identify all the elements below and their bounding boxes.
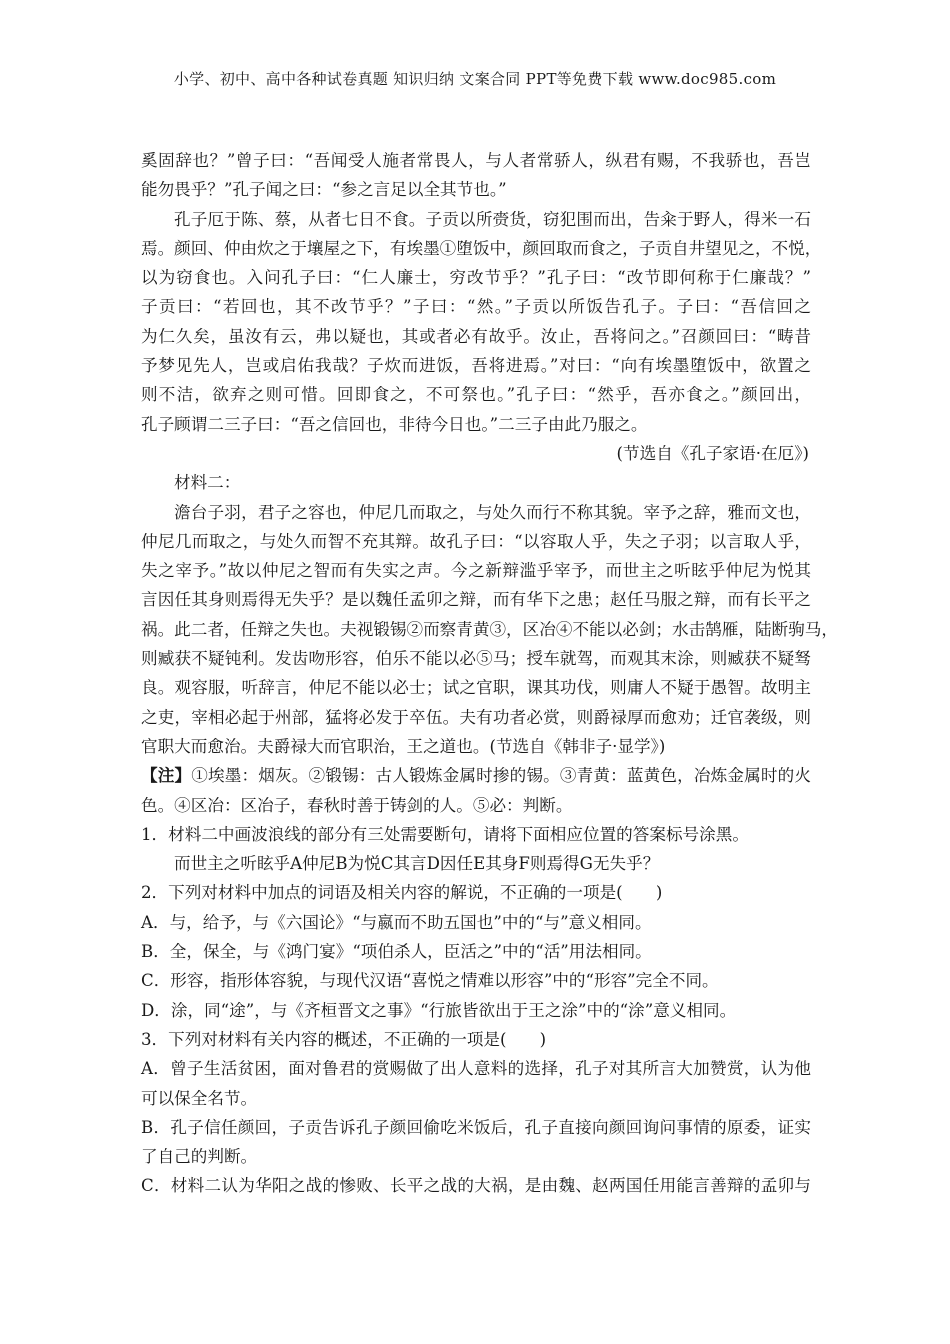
text-line: 良。观容服，听辞言，仲尼不能以必士；试之官职，课其功伐，则庸人不疑于愚智。故明主 bbox=[141, 678, 811, 698]
notes-label: 【注】 bbox=[141, 765, 192, 786]
question-3-stem: 3．下列对材料有关内容的概述，不正确的一项是( ) bbox=[141, 1029, 547, 1049]
text-line: 孔子顾谓二三子曰：“吾之信回也，非待今日也。”二三子由此乃服之。 bbox=[141, 414, 648, 434]
question-3-option-a: A．曾子生活贫困，面对鲁君的赏赐做了出人意料的选择，孔子对其所言大加赞赏，认为他 bbox=[141, 1059, 811, 1079]
text-line: 能勿畏乎？”孔子闻之曰：“参之言足以全其节也。” bbox=[141, 180, 507, 200]
text-line: 焉。颜回、仲由炊之于壤屋之下，有埃墨①堕饭中，颜回取而食之，子贡自井望见之，不悦， bbox=[141, 238, 822, 258]
question-2-option-d: D．涂，同“途”，与《齐桓晋文之事》“行旅皆欲出于王之涂”中的“涂”意义相同。 bbox=[141, 1000, 737, 1020]
text-line: 官职大而愈治。夫爵禄大而官职治，王之道也。(节选自《韩非子·显学》) bbox=[141, 736, 666, 756]
section-title: 材料二： bbox=[174, 473, 241, 493]
text-line: 则不洁，欲弃之则可惜。回即食之，不可祭也。”孔子曰：“然乎，吾亦食之。”颜回出， bbox=[141, 385, 811, 405]
text-line: 孔子厄于陈、蔡，从者七日不食。子贡以所赍货，窃犯围而出，告籴于野人，得米一石 bbox=[174, 209, 811, 229]
document-body bbox=[141, 146, 838, 1201]
question-2-option-c: C．形容，指形体容貌，与现代汉语“喜悦之情难以形容”中的“形容”完全不同。 bbox=[141, 971, 719, 991]
text-line: 以为窃食也。入问孔子曰：“仁人廉士，穷改节乎？”孔子曰：“改节即何称于仁廉哉？” bbox=[141, 268, 811, 288]
question-1-sentence: 而世主之听眩乎A仲尼B为悦C其言D因任E其身F则焉得G无失乎？ bbox=[174, 854, 660, 874]
text-line: 予梦见先人，岂或启佑我哉？子炊而进饭，吾将进焉。”对曰：“向有埃墨堕饭中，欲置之 bbox=[141, 356, 811, 376]
text-line: 之吏，宰相必起于州部，猛将必发于卒伍。夫有功者必赏，则爵禄厚而愈劝；迁官袭级，则 bbox=[141, 707, 811, 727]
notes-line: 色。④区冶：区冶子，春秋时善于铸剑的人。⑤必：判断。 bbox=[141, 795, 573, 815]
text-line: 仲尼几而取之，与处久而智不充其辩。故孔子曰：“以容取人乎，失之子羽；以言取人乎， bbox=[141, 531, 811, 551]
text-line: 祸。此二者，任辩之失也。夫视锻锡②而察青黄③，区冶④不能以必剑；水击鹄雁，陆断驹马， bbox=[141, 619, 838, 639]
page-header: 小学、初中、高中各种试卷真题 知识归纳 文案合同 PPT等免费下载 www.doc985.com bbox=[173, 70, 777, 88]
text-line: 言因任其身则焉得无失乎？是以魏任孟卯之辩，而有华下之患；赵任马服之辩，而有长平之 bbox=[141, 590, 811, 610]
text-line: 子贡曰：“若回也，其不改节乎？”子曰：“然。”子贡以所饭告孔子。子曰：“吾信回之 bbox=[141, 297, 811, 317]
text-line: 则臧获不疑钝利。发齿吻形容，伯乐不能以必⑤马；授车就驾，而观其末涂，则臧获不疑驽 bbox=[141, 649, 811, 669]
question-3-option-b-cont: 了自己的判断。 bbox=[141, 1147, 258, 1167]
question-3-option-b: B．孔子信任颜回，子贡告诉孔子颜回偷吃米饭后，孔子直接向颜回询问事情的原委，证实 bbox=[141, 1117, 811, 1137]
question-2-option-b: B．全，保全，与《鸿门宴》“项伯杀人，臣活之”中的“活”用法相同。 bbox=[141, 942, 652, 962]
question-1-stem: 1．材料二中画波浪线的部分有三处需要断句，请将下面相应位置的答案标号涂黑。 bbox=[141, 824, 749, 844]
text-line: 奚固辞也？”曾子曰：“吾闻受人施者常畏人，与人者常骄人，纵君有赐，不我骄也，吾岂 bbox=[141, 151, 811, 170]
text-line: 失之宰予。”故以仲尼之智而有失实之声。今之新辩滥乎宰予，而世主之听眩乎仲尼为悦其 bbox=[141, 561, 811, 581]
question-3-option-c: C．材料二认为华阳之战的惨败、长平之战的大祸，是由魏、赵两国任用能言善辩的孟卯与 bbox=[141, 1176, 811, 1196]
question-2-option-a: A．与，给予，与《六国论》“与嬴而不助五国也”中的“与”意义相同。 bbox=[141, 912, 652, 932]
notes-line bbox=[141, 761, 811, 790]
source-citation: (节选自《孔子家语·在厄》) bbox=[616, 443, 809, 463]
question-3-option-a-cont: 可以保全名节。 bbox=[141, 1088, 258, 1108]
text-line: 澹台子羽，君子之容也，仲尼几而取之，与处久而行不称其貌。宰予之辞，雅而文也， bbox=[174, 502, 811, 522]
notes-text: ①埃墨：烟灰。②锻锡：古人锻炼金属时掺的锡。③青黄：蓝黄色，冶炼金属时的火 bbox=[191, 766, 812, 786]
question-2-stem: 2．下列对材料中加点的词语及相关内容的解说，不正确的一项是( ) bbox=[141, 883, 663, 903]
text-line: 为仁久矣，虽汝有云，弗以疑也，其或者必有故乎。汝止，吾将问之。”召颜回曰：“畴昔 bbox=[141, 326, 811, 346]
